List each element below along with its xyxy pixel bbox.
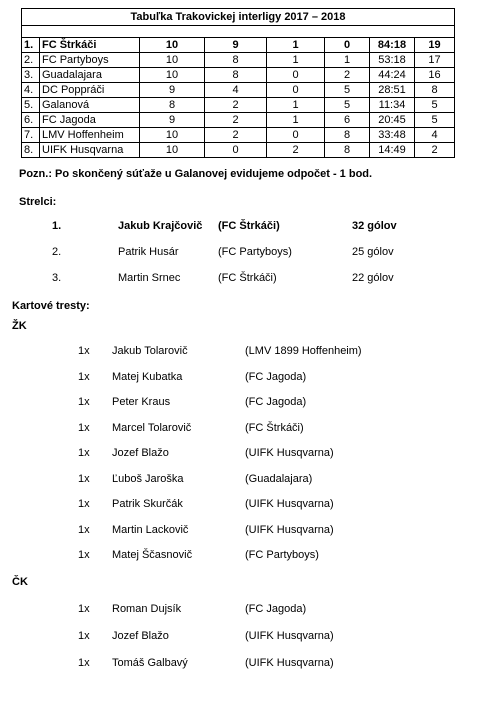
table-row [22, 143, 455, 158]
cell-team: FC Partyboys [40, 53, 140, 68]
cell-team: FC Jagoda [40, 113, 140, 128]
cell-wins: 2 [205, 98, 267, 113]
cell-losses: 0 [325, 38, 370, 53]
cell-losses: 6 [325, 113, 370, 128]
card-team: (LMV 1899 Hoffenheim) [245, 345, 362, 357]
cell-wins: 8 [205, 68, 267, 83]
cell-draws: 1 [267, 113, 325, 128]
card-player: Jozef Blažo [112, 447, 169, 459]
cell-played: 10 [140, 128, 205, 143]
scorer-name: Jakub Krajčovič [118, 220, 203, 232]
cell-wins: 2 [205, 113, 267, 128]
cell-team: Galanová [40, 98, 140, 113]
table-row [22, 68, 455, 83]
card-count: 1x [78, 603, 90, 615]
cell-pos: 6. [22, 113, 40, 128]
cell-team: UIFK Husqvarna [40, 143, 140, 158]
card-player: Martin Lackovič [112, 523, 189, 536]
cell-wins: 9 [205, 38, 267, 53]
card-team: (FC Jagoda) [245, 396, 307, 408]
scorer-goals: 22 gólov [352, 272, 394, 284]
table-row [22, 98, 455, 113]
cell-points: 4 [415, 128, 455, 143]
cell-score: 11:34 [370, 98, 415, 113]
cell-team: FC Štrkáči [40, 38, 140, 53]
cell-pos: 4. [22, 83, 40, 98]
card-count: 1x [78, 396, 90, 408]
cell-losses: 5 [325, 83, 370, 98]
cell-played: 10 [140, 53, 205, 68]
cell-team: Guadalajara [40, 68, 140, 83]
cell-pos: 5. [22, 98, 40, 113]
cell-played: 9 [140, 113, 205, 128]
card-count: 1x [78, 549, 90, 561]
card-player: Matej Kubatka [112, 370, 183, 383]
card-team: (FC Jagoda) [245, 603, 307, 615]
card-team: (FC Štrkáči) [245, 421, 304, 434]
cell-wins: 8 [205, 53, 267, 68]
card-count: 1x [78, 447, 90, 459]
table-row [22, 53, 455, 68]
card-team: (FC Jagoda) [245, 370, 307, 383]
table-row [22, 38, 455, 53]
cell-losses: 5 [325, 98, 370, 113]
card-team: (UIFK Husqvarna) [245, 523, 334, 536]
yellow-cards-heading: ŽK [12, 320, 27, 332]
cell-draws: 0 [267, 128, 325, 143]
cell-score: 84:18 [370, 38, 415, 53]
cell-wins: 0 [205, 143, 267, 158]
card-count: 1x [78, 523, 90, 536]
card-team: (UIFK Husqvarna) [245, 498, 334, 510]
cell-team: DC Poppráči [40, 83, 140, 98]
card-team: (UIFK Husqvarna) [245, 630, 334, 642]
card-count: 1x [78, 498, 90, 510]
card-count: 1x [78, 630, 90, 642]
scorer-rank: 1. [52, 220, 62, 232]
cell-score: 44:24 [370, 68, 415, 83]
cell-losses: 2 [325, 68, 370, 83]
cell-pos: 7. [22, 128, 40, 143]
cell-losses: 8 [325, 143, 370, 158]
cell-score: 28:51 [370, 83, 415, 98]
card-team: (UIFK Husqvarna) [245, 657, 334, 669]
cell-draws: 2 [267, 143, 325, 158]
cell-score: 53:18 [370, 53, 415, 68]
cell-wins: 4 [205, 83, 267, 98]
card-team: (FC Partyboys) [245, 549, 319, 561]
cell-score: 20:45 [370, 113, 415, 128]
card-player: Jozef Blažo [112, 630, 169, 642]
cell-points: 2 [415, 143, 455, 158]
cell-team: LMV Hoffenheim [40, 128, 140, 143]
card-player: Tomáš Galbavý [112, 657, 188, 669]
scorer-goals: 32 gólov [352, 220, 397, 232]
card-player: Matej Ščasnovič [112, 549, 193, 561]
cards-heading: Kartové tresty: [12, 300, 90, 312]
cell-draws: 0 [267, 83, 325, 98]
card-player: Ľuboš Jaroška [112, 472, 184, 485]
cell-score: 14:49 [370, 143, 415, 158]
scorer-name: Martin Srnec [118, 272, 181, 284]
scorer-team: (FC Štrkáči) [218, 272, 277, 284]
cell-draws: 1 [267, 53, 325, 68]
cell-pos: 3. [22, 68, 40, 83]
scorers-heading: Strelci: [19, 196, 57, 208]
table-title-row [22, 9, 455, 26]
card-player: Jakub Tolarovič [112, 345, 188, 357]
cell-draws: 0 [267, 68, 325, 83]
league-table [21, 8, 455, 158]
card-count: 1x [78, 657, 90, 669]
cell-played: 10 [140, 68, 205, 83]
cell-points: 17 [415, 53, 455, 68]
cell-points: 16 [415, 68, 455, 83]
cell-pos: 1. [22, 38, 40, 53]
cell-losses: 1 [325, 53, 370, 68]
scorer-name: Patrik Husár [118, 246, 179, 258]
cell-played: 10 [140, 143, 205, 158]
card-count: 1x [78, 421, 90, 434]
card-player: Peter Kraus [112, 396, 171, 408]
cell-wins: 2 [205, 128, 267, 143]
table-row [22, 128, 455, 143]
cell-played: 9 [140, 83, 205, 98]
table-row [22, 83, 455, 98]
deduction-note: Pozn.: Po skončený súťaže u Galanovej evidujeme odpočet - 1 bod. [19, 168, 373, 180]
cell-points: 5 [415, 113, 455, 128]
cell-points: 8 [415, 83, 455, 98]
card-player: Roman Dujsík [112, 603, 182, 615]
red-cards-heading: ČK [12, 576, 28, 588]
cell-losses: 8 [325, 128, 370, 143]
table-title: Tabuľka Trakovickej interligy 2017 – 2018 [22, 9, 455, 26]
cell-pos: 8. [22, 143, 40, 158]
card-count: 1x [78, 472, 90, 485]
card-count: 1x [78, 370, 90, 383]
cell-played: 8 [140, 98, 205, 113]
cell-score: 33:48 [370, 128, 415, 143]
card-team: (UIFK Husqvarna) [245, 447, 334, 459]
card-player: Marcel Tolarovič [112, 421, 192, 434]
scorer-team: (FC Partyboys) [218, 246, 292, 258]
table-blank-row [22, 26, 455, 38]
cell-pos: 2. [22, 53, 40, 68]
cell-points: 19 [415, 38, 455, 53]
scorer-goals: 25 gólov [352, 246, 394, 258]
cell-points: 5 [415, 98, 455, 113]
cell-draws: 1 [267, 38, 325, 53]
card-team: (Guadalajara) [245, 472, 313, 485]
cell-played: 10 [140, 38, 205, 53]
card-player: Patrik Skurčák [112, 498, 183, 510]
scorer-rank: 2. [52, 246, 62, 258]
scorer-team: (FC Štrkáči) [218, 220, 280, 232]
card-count: 1x [78, 345, 90, 357]
table-row [22, 113, 455, 128]
scorer-rank: 3. [52, 272, 62, 284]
cell-draws: 1 [267, 98, 325, 113]
